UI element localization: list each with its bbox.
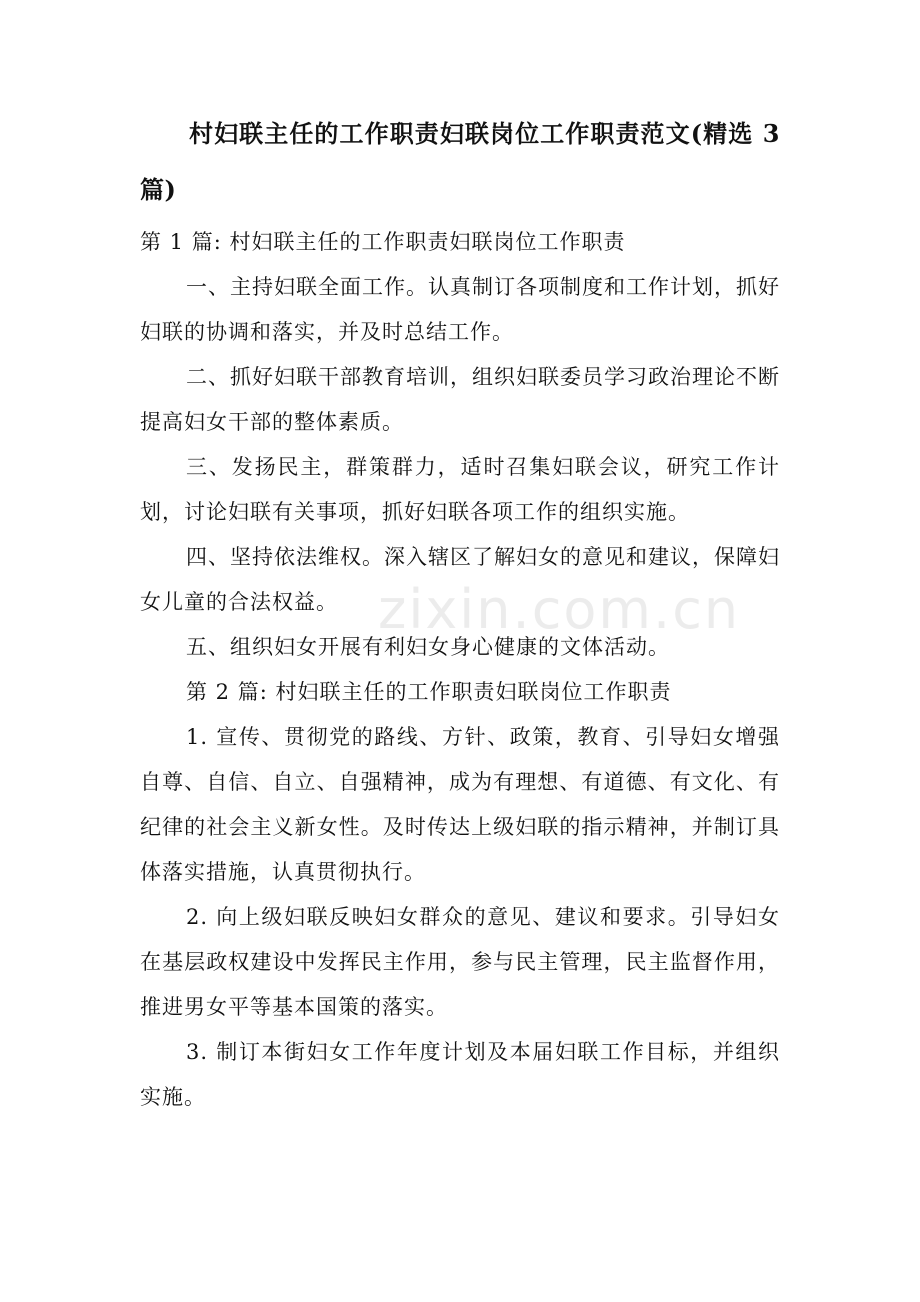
- paragraph: 三、发扬民主，群策群力，适时召集妇联会议，研究工作计划，讨论妇联有关事项，抓好妇联各项工作的组织实施。: [140, 455, 780, 524]
- paragraph: 四、坚持依法维权。深入辖区了解妇女的意见和建议，保障妇女儿童的合法权益。: [140, 545, 780, 614]
- paragraph: 二、抓好妇联干部教育培训，组织妇联委员学习政治理论不断提高妇女干部的整体素质。: [140, 365, 780, 434]
- paragraph: 五、组织妇女开展有利妇女身心健康的文体活动。: [186, 635, 670, 659]
- watermark: zixin.com.cn: [378, 578, 741, 641]
- paragraph: 一、主持妇联全面工作。认真制订各项制度和工作计划，抓好妇联的协调和落实，并及时总结工作。: [140, 275, 780, 344]
- section-heading-2: 第 2 篇: 村妇联主任的工作职责妇联岗位工作职责: [186, 680, 672, 704]
- paragraph: 2. 向上级妇联反映妇女群众的意见、建议和要求。引导妇女在基层政权建设中发挥民主作用，参与民主管理，民主监督作用，推进男女平等基本国策的落实。: [140, 905, 780, 1019]
- document-title: 村妇联主任的工作职责妇联岗位工作职责范文(精选 3篇): [140, 119, 780, 204]
- paragraph: 3. 制订本街妇女工作年度计划及本届妇联工作目标，并组织实施。: [140, 1040, 780, 1109]
- section-heading-1: 第 1 篇: 村妇联主任的工作职责妇联岗位工作职责: [140, 230, 626, 254]
- paragraph: 1. 宣传、贯彻党的路线、方针、政策，教育、引导妇女增强自尊、自信、自立、自强精神，成为有理想、有道德、有文化、有纪律的社会主义新女性。及时传达上级妇联的指示精神，并制订具体落实措施，认真贯彻执行。: [140, 725, 780, 884]
- document-body: [140, 220, 780, 1120]
